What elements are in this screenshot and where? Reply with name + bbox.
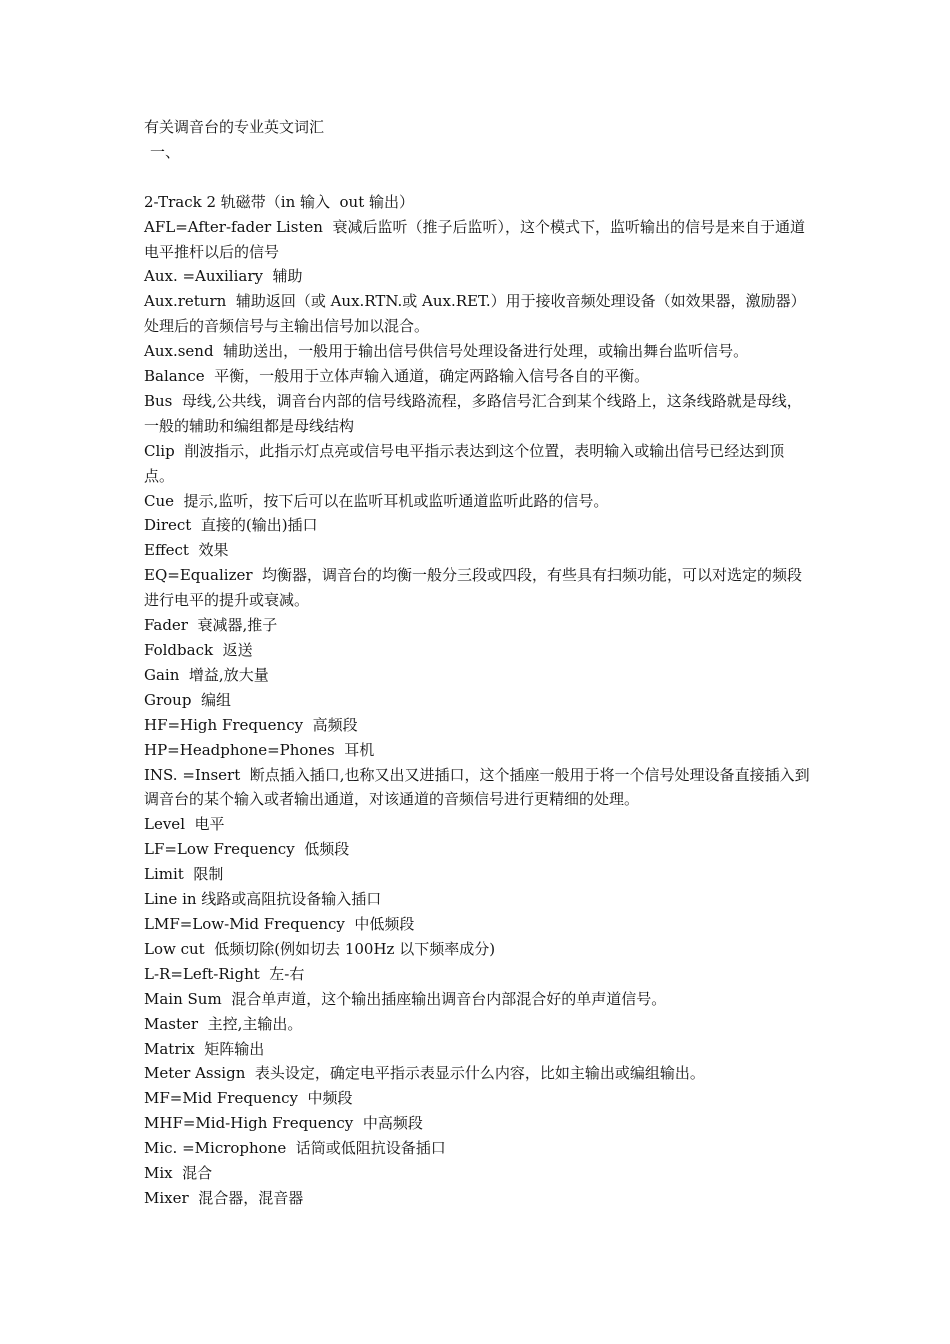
glossary-entry: Bus 母线,公共线，调音台内部的信号线路流程，多路信号汇合到某个线路上，这条线路就是母线，一般的辅助和编组都是母线结构 [144, 391, 802, 435]
blank-line [144, 165, 810, 190]
glossary-entry: Matrix 矩阵输出 [144, 1039, 265, 1058]
glossary-entry: LF=Low Frequency 低频段 [144, 840, 350, 859]
glossary-entry: MHF=Mid-High Frequency 中高频段 [144, 1114, 423, 1133]
glossary-entry: LMF=Low-Mid Frequency 中低频段 [144, 914, 415, 933]
glossary-entry: Main Sum 混合单声道，这个输出插座输出调音台内部混合好的单声道信号。 [144, 989, 667, 1008]
glossary-entry: HF=High Frequency 高频段 [144, 715, 358, 734]
glossary-entry: Master 主控,主输出。 [144, 1014, 303, 1033]
document-title: 有关调音台的专业英文词汇 [144, 118, 325, 136]
glossary-entry: Direct 直接的(输出)插口 [144, 516, 318, 535]
glossary-entry: Foldback 返送 [144, 641, 253, 660]
glossary-entry: Aux. =Auxiliary 辅助 [144, 267, 303, 286]
glossary-entry: L-R=Left-Right 左-右 [144, 964, 305, 983]
glossary-entry: Effect 效果 [144, 541, 229, 560]
glossary-entry: Aux.send 辅助送出，一般用于输出信号供信号处理设备进行处理，或输出舞台监听信号。 [144, 342, 749, 361]
glossary-entry: Gain 增益,放大量 [144, 665, 269, 684]
glossary-entry: Limit 限制 [144, 865, 224, 884]
glossary-entry: Fader 衰减器,推子 [144, 616, 278, 635]
glossary-entry: Meter Assign 表头设定，确定电平指示表显示什么内容，比如主输出或编组输出。 [144, 1064, 705, 1083]
glossary-entry: INS. =Insert 断点插入插口,也称又出又进插口，这个插座一般用于将一个信号处理设备直接插入到调音台的某个输入或者输出通道，对该通道的音频信号进行更精细的处理。 [144, 765, 810, 809]
glossary-entry: Group 编组 [144, 690, 231, 709]
glossary-entry: Balance 平衡，一般用于立体声输入通道，确定两路输入信号各自的平衡。 [144, 367, 650, 386]
glossary-entry: 2-Track 2 轨磁带（in 输入 out 输出） [144, 192, 415, 211]
glossary-entry: Line in 线路或高阻抗设备输入插口 [144, 890, 382, 909]
glossary-entry: MF=Mid Frequency 中频段 [144, 1089, 353, 1108]
glossary-list [144, 190, 810, 1211]
section-heading: 一、 [150, 142, 181, 161]
glossary-entry: AFL=After-fader Listen 衰减后监听（推子后监听），这个模式下，监听输出的信号是来自于通道电平推杆以后的信号 [144, 217, 806, 261]
glossary-entry: Mic. =Microphone 话筒或低阻抗设备插口 [144, 1139, 446, 1158]
glossary-entry: Low cut 低频切除(例如切去 100Hz 以下频率成分) [144, 939, 496, 958]
glossary-entry: Mixer 混合器，混音器 [144, 1188, 304, 1207]
glossary-entry: Clip 削波指示，此指示灯点亮或信号电平指示表达到这个位置，表明输入或输出信号已经达到顶点。 [144, 441, 785, 485]
glossary-entry: Aux.return 辅助返回（或 Aux.RTN.或 Aux.RET.）用于接收音频处理设备（如效果器，激励器）处理后的音频信号与主输出信号加以混合。 [144, 292, 806, 336]
glossary-entry: Level 电平 [144, 815, 225, 834]
glossary-entry: Cue 提示,监听，按下后可以在监听耳机或监听通道监听此路的信号。 [144, 491, 609, 510]
document-body [144, 115, 810, 1211]
glossary-entry: HP=Headphone=Phones 耳机 [144, 740, 375, 759]
glossary-entry: Mix 混合 [144, 1164, 213, 1183]
glossary-entry: EQ=Equalizer 均衡器，调音台的均衡一般分三段或四段，有些具有扫频功能，可以对选定的频段进行电平的提升或衰减。 [144, 566, 803, 610]
